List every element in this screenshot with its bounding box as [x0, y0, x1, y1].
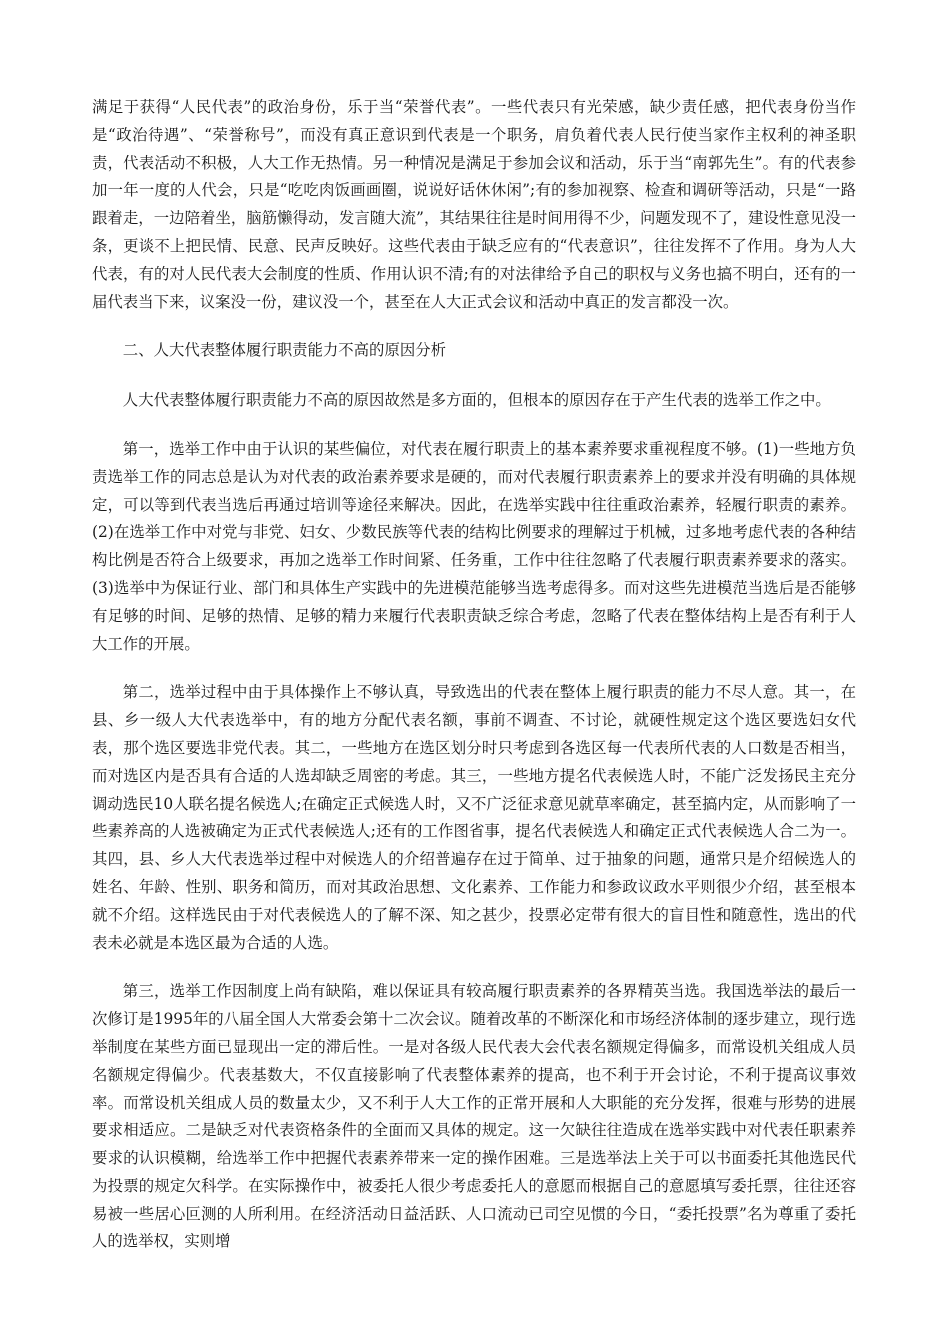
document-page [92, 94, 856, 1277]
paragraph-intro: 人大代表整体履行职责能力不高的原因故然是多方面的，但根本的原因存在于产生代表的选举工作之中。 [122, 391, 831, 410]
section-heading: 二、人大代表整体履行职责能力不高的原因分析 [122, 341, 447, 360]
paragraph-second-reason: 第二，选举过程中由于具体操作上不够认真，导致选出的代表在整体上履行职责的能力不尽人意。其一，在县、乡一级人大代表选举中，有的地方分配代表名额，事前不调查、不讨论，就硬性规定这个选区要选妇女代表，那个选区要选非党代表。其二，一些地方在选区划分时只考虑到各选区每一代表所代表的人口数是否相当，而对选区内是否具有合适的人选却缺乏周密的考虑。其三，一些地方提名代表候选人时，不能广泛发扬民主充分调动选民10人联名提名候选人;在确定正式候选人时，又不广泛征求意见就草率确定，甚至搞内定，从而影响了一些素养高的人选被确定为正式代表候选人;还有的工作图省事，提名代表候选人和确定正式代表候选人合二为一。其四，县、乡人大代表选举过程中对候选人的介绍普遍存在过于简单、过于抽象的问题，通常只是介绍候选人的姓名、年龄、性别、职务和简历，而对其政治思想、文化素养、工作能力和参政议政水平则很少介绍，甚至根本就不介绍。这样选民由于对代表候选人的了解不深、知之甚少，投票必定带有很大的盲目性和随意性，选出的代表未必就是本选区最为合适的人选。 [92, 683, 856, 952]
paragraph-first-reason: 第一，选举工作中由于认识的某些偏位，对代表在履行职责上的基本素养要求重视程度不够。(1)一些地方负责选举工作的同志总是认为对代表的政治素养要求是硬的，而对代表履行职责素养上的要求并没有明确的具体规定，可以等到代表当选后再通过培训等途径来解决。因此，在选举实践中往往重政治素养，轻履行职责的素养。(2)在选举工作中对党与非党、妇女、少数民族等代表的结构比例要求的理解过于机械，过多地考虑代表的各种结构比例是否符合上级要求，再加之选举工作时间紧、任务重，工作中往往忽略了代表履行职责素养要求的落实。(3)选举中为保证行业、部门和具体生产实践中的先进模范能够当选考虑得多。而对这些先进模范当选后是否能够有足够的时间、足够的热情、足够的精力来履行代表职责缺乏综合考虑，忽略了代表在整体结构上是否有利于人大工作的开展。 [92, 439, 856, 653]
paragraph-continuation: 满足于获得“人民代表”的政治身份，乐于当“荣誉代表”。一些代表只有光荣感，缺少责任感，把代表身份当作是“政治待遇”、“荣誉称号”，而没有真正意识到代表是一个职务，肩负着代表人民行使当家作主权利的神圣职责，代表活动不积极，人大工作无热情。另一种情况是满足于参加会议和活动，乐于当“南郭先生”。有的代表参加一年一度的人代会，只是“吃吃肉饭画画圈，说说好话休休闲”;有的参加视察、检查和调研等活动，只是“一路跟着走，一边陪着坐，脑筋懒得动，发言随大流”，其结果往往是时间用得不少，问题发现不了，建设性意见没一条，更谈不上把民情、民意、民声反映好。这些代表由于缺乏应有的“代表意识”，往往发挥不了作用。身为人大代表，有的对人民代表大会制度的性质、作用认识不清;有的对法律给予自己的职权与义务也搞不明白，还有的一届代表当下来，议案没一份，建议没一个，甚至在人大正式会议和活动中真正的发言都没一次。 [92, 98, 856, 311]
paragraph-third-reason: 第三，选举工作因制度上尚有缺陷，难以保证具有较高履行职责素养的各界精英当选。我国选举法的最后一次修订是1995年的八届全国人大常委会第十二次会议。随着改革的不断深化和市场经济体制的逐步建立，现行选举制度在某些方面已显现出一定的滞后性。一是对各级人民代表大会代表名额规定得偏多，而常设机关组成人员名额规定得偏少。代表基数大，不仅直接影响了代表整体素养的提高，也不利于开会讨论，不利于提高议事效率。而常设机关组成人员的数量太少，又不利于人大工作的正常开展和人大职能的充分发挥，很难与形势的进展要求相适应。二是缺乏对代表资格条件的全面而又具体的规定。这一欠缺往往造成在选举实践中对代表任职素养要求的认识模糊，给选举工作中把握代表素养带来一定的操作困难。三是选举法上关于可以书面委托其他选民代为投票的规定欠科学。在实际操作中，被委托人很少考虑委托人的意愿而根据自己的意愿填写委托票，往往还容易被一些居心叵测的人所利用。在经济活动日益活跃、人口流动已司空见惯的今日，“委托投票”名为尊重了委托人的选举权，实则增 [92, 982, 856, 1251]
